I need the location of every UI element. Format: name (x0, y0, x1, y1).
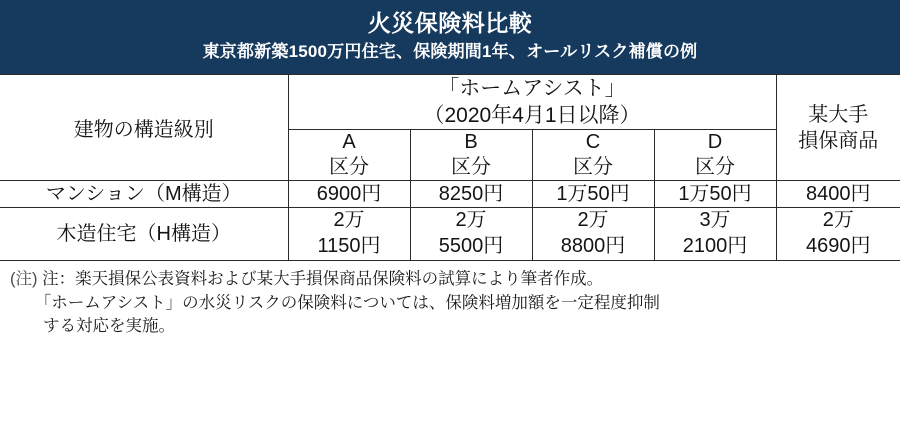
table-row (0, 181, 900, 208)
group-header-line1: 「ホームアシスト」 (438, 76, 626, 100)
table-row (0, 208, 900, 260)
sub-header-a-line1: A (342, 131, 356, 154)
maker-header-line2: 損保商品 (798, 129, 879, 152)
row-label-mokuzou: 木造住宅（H構造） (0, 208, 288, 260)
cell-mokuzou-a (288, 208, 410, 260)
table-header-row-1 (0, 74, 900, 130)
cell-value-line2: 2100円 (682, 235, 748, 258)
header-band (0, 0, 900, 74)
maker-header-cell (776, 74, 900, 181)
sub-header-c-line1: C (585, 131, 601, 154)
cell-mansion-b (410, 181, 532, 208)
cell-value-line1: 6900円 (316, 182, 382, 205)
cell-mokuzou-maker (776, 208, 900, 260)
footnote-line-2: 「ホームアシスト」の水災リスクの保険料については、保険料増加額を一定程度抑制 (10, 293, 660, 312)
cell-value-line1: 2万 (455, 209, 487, 232)
row-label-mansion: マンション（M構造） (0, 181, 288, 208)
sub-header-c (532, 130, 654, 181)
maker-header-line1: 某大手 (808, 103, 869, 126)
group-header-cell (288, 74, 776, 130)
cell-value-line1: 2万 (577, 209, 609, 232)
sub-header-d (654, 130, 776, 181)
cell-value-line1: 2万 (333, 209, 365, 232)
cell-mokuzou-d (654, 208, 776, 260)
page-subtitle: 東京都新築1500万円住宅、保険期間1年、オールリスク補償の例 (202, 41, 698, 61)
footnote (0, 261, 900, 340)
cell-value-line1: 8250円 (438, 182, 504, 205)
sub-header-a (288, 130, 410, 181)
cell-value-line1: 1万50円 (678, 182, 752, 205)
sub-header-b (410, 130, 532, 181)
cell-value-line2: 1150円 (317, 235, 381, 258)
sub-header-d-line2: 区分 (695, 156, 735, 179)
footnote-line-1 (10, 268, 890, 292)
cell-value-line2: 8800円 (560, 235, 626, 258)
cell-mansion-d (654, 181, 776, 208)
cell-mansion-maker (776, 181, 900, 208)
sub-header-d-line1: D (707, 131, 723, 154)
group-header-line2: （2020年4月1日以降） (423, 104, 641, 128)
sub-header-a-line2: 区分 (329, 156, 369, 179)
comparison-table (0, 74, 900, 261)
sub-header-b-line2: 区分 (451, 156, 491, 179)
structure-header-cell: 建物の構造級別 (0, 74, 288, 181)
cell-mokuzou-c (532, 208, 654, 260)
cell-value-line1: 2万 (822, 209, 854, 232)
footnote-tag: (注) (10, 269, 38, 288)
page-title: 火災保険料比較 (367, 10, 533, 36)
cell-mokuzou-b (410, 208, 532, 260)
cell-value-line2: 5500円 (438, 235, 504, 258)
cell-value-line1: 8400円 (806, 182, 871, 205)
cell-mansion-a (288, 181, 410, 208)
cell-value-line1: 1万50円 (556, 182, 630, 205)
cell-value-line1: 3万 (699, 209, 731, 232)
footnote-text-1: 注：楽天損保公表資料および某大手損保商品保険料の試算により筆者作成。 (42, 269, 604, 288)
cell-mansion-c (532, 181, 654, 208)
sub-header-c-line2: 区分 (573, 156, 613, 179)
cell-value-line2: 4690円 (806, 235, 871, 258)
footnote-line-3: する対応を実施。 (10, 317, 175, 336)
sub-header-b-line1: B (464, 131, 478, 154)
